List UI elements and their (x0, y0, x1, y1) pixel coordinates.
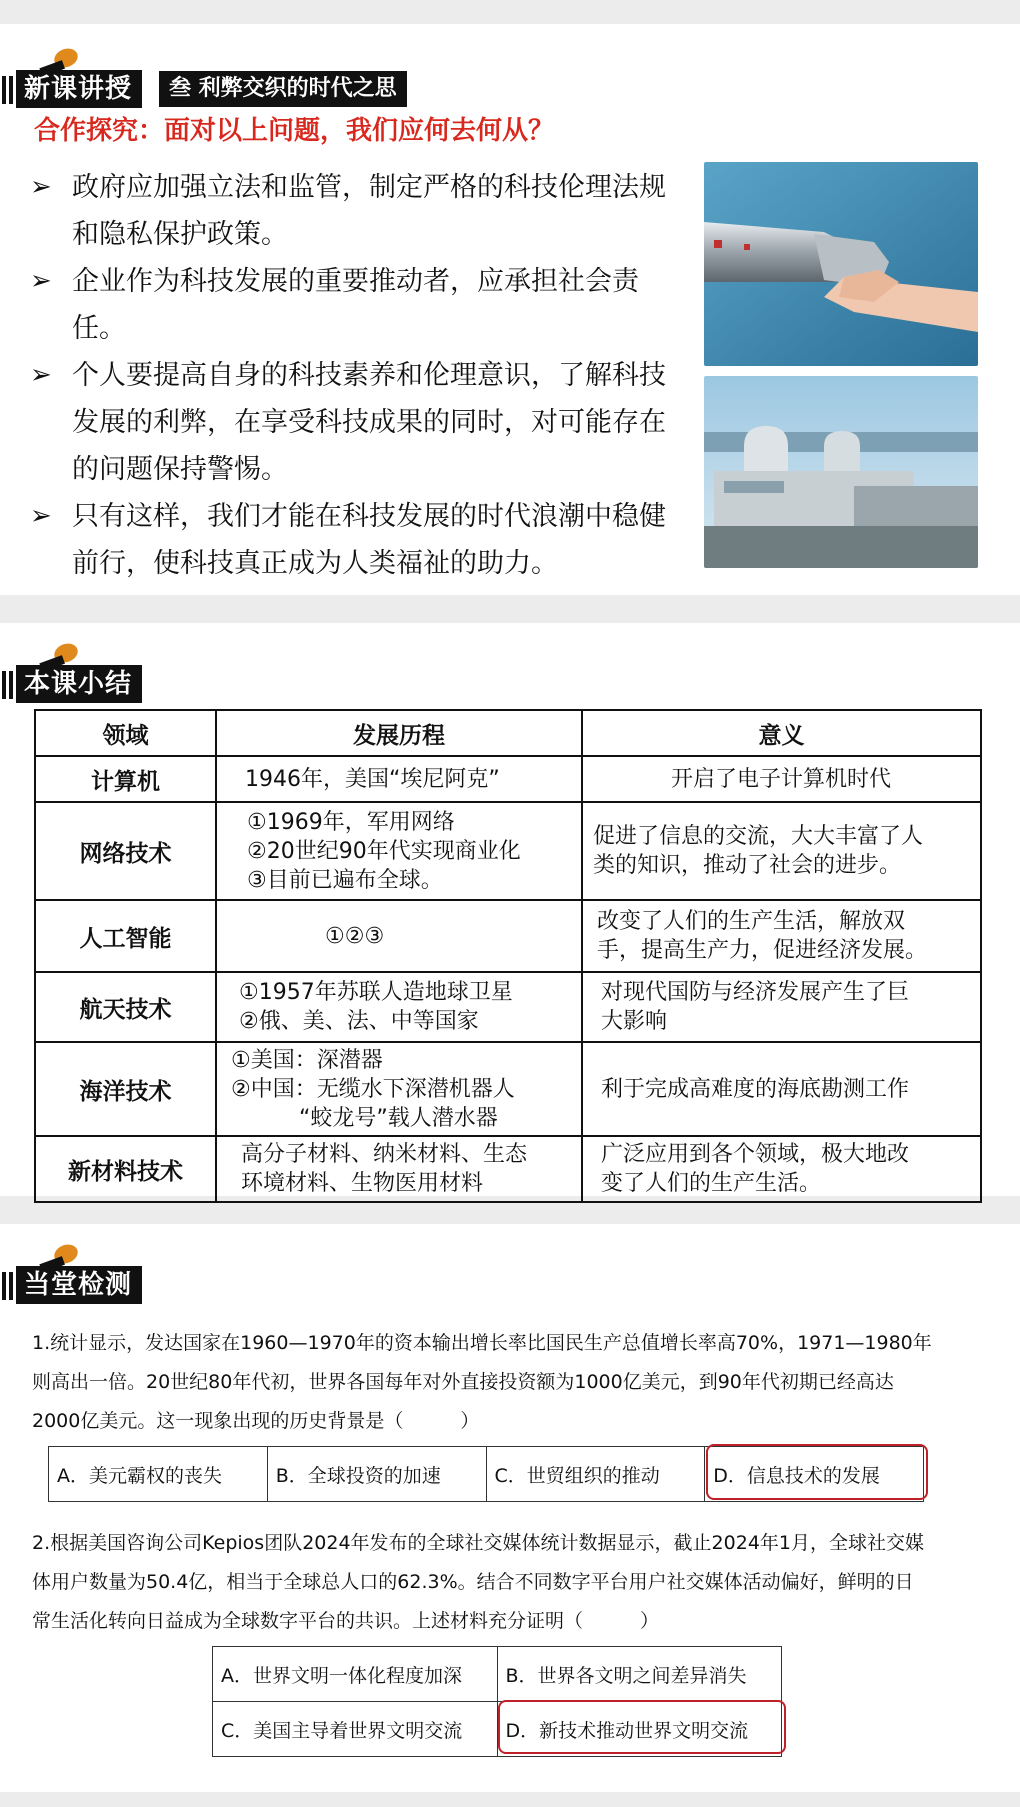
history-cell: ①1957年苏联人造地球卫星 ②俄、美、法、中等国家 (216, 972, 582, 1042)
section-title: 本课小结 (16, 665, 142, 703)
new-lesson-panel (0, 24, 1020, 595)
discussion-question: 合作探究：面对以上问题，我们应何去何从？ (34, 116, 555, 146)
table-row (35, 900, 981, 972)
section-title: 当堂检测 (16, 1266, 142, 1304)
table-header-row (35, 710, 981, 756)
lesson-summary-panel (0, 623, 1020, 1196)
table-row (35, 972, 981, 1042)
header-bars-icon (2, 1272, 16, 1300)
option-a[interactable]: A．世界文明一体化程度加深 (213, 1647, 498, 1702)
meaning-cell: 利于完成高难度的海底勘测工作 (582, 1042, 981, 1136)
table-row (35, 1042, 981, 1136)
field-cell: 新材料技术 (35, 1136, 216, 1202)
arrow-bullet-icon: ➢ (30, 501, 52, 531)
field-cell: 网络技术 (35, 802, 216, 900)
column-header: 意义 (582, 710, 981, 756)
history-cell: ①1969年，军用网络 ②20世纪90年代实现商业化 ③目前已遍布全球。 (216, 802, 582, 900)
option-d[interactable]: D．新技术推动世界文明交流 (497, 1702, 782, 1757)
table-row (35, 756, 981, 802)
arrow-bullet-icon: ➢ (30, 266, 52, 296)
in-class-test-panel (0, 1224, 1020, 1792)
answer-circle-marker (706, 1444, 928, 1500)
arrow-bullet-icon: ➢ (30, 360, 52, 390)
question-1-text: 1.统计显示，发达国家在1960—1970年的资本输出增长率比国民生产总值增长率高70%，1971—1980年 则高出一倍。20世纪80年代初，世界各国每年对外直接投资额为1000亿美元，到90年代初期已经高达 2000亿美元。这一现象出现的历史背景是（ ） (32, 1332, 932, 1432)
option-c[interactable]: C．世贸组织的推动 (486, 1447, 705, 1502)
bullet-item: ➢ 政府应加强立法和监管，制定严格的科技伦理法规和隐私保护政策。 (30, 164, 690, 258)
table-row (35, 1136, 981, 1202)
robot-handshake-photo (704, 162, 978, 366)
option-d[interactable]: D．信息技术的发展 (705, 1447, 924, 1502)
option-c[interactable]: C．美国主导着世界文明交流 (213, 1702, 498, 1757)
option-a[interactable]: A．美元霸权的丧失 (49, 1447, 268, 1502)
meaning-cell: 开启了电子计算机时代 (582, 756, 981, 802)
arrow-bullet-icon: ➢ (30, 172, 52, 202)
bullet-item: ➢ 只有这样，我们才能在科技发展的时代浪潮中稳健前行，使科技真正成为人类福祉的助力。 (30, 493, 690, 587)
history-cell: ①美国：深潜器 ②中国：无缆水下深潜机器人 “蛟龙号”载人潜水器 (216, 1042, 582, 1136)
option-b[interactable]: B．世界各文明之间差异消失 (497, 1647, 782, 1702)
field-cell: 航天技术 (35, 972, 216, 1042)
answer-circle-marker (498, 1700, 786, 1754)
summary-table (34, 709, 982, 1203)
meaning-cell: 对现代国防与经济发展产生了巨 大影响 (582, 972, 981, 1042)
bullet-item: ➢ 个人要提高自身的科技素养和伦理意识，了解科技发展的利弊，在享受科技成果的同时，对可能存在的问题保持警惕。 (30, 352, 690, 493)
header-bars-icon (2, 671, 16, 699)
section-subtitle: 叁 利弊交织的时代之思 (156, 71, 407, 107)
column-header: 发展历程 (216, 710, 582, 756)
bullet-item: ➢ 企业作为科技发展的重要推动者，应承担社会责任。 (30, 258, 690, 352)
history-cell: 1946年，美国“埃尼阿克” (216, 756, 582, 802)
section-title: 新课讲授 (16, 70, 142, 108)
nuclear-plant-photo (704, 376, 978, 568)
history-cell: ①②③ (216, 900, 582, 972)
question-2-text: 2.根据美国咨询公司Kepios团队2024年发布的全球社交媒体统计数据显示，截止2024年1月，全球社交媒 体用户数量为50.4亿，相当于全球总人口的62.3%。结合不同数字平台用户社交媒体活动偏好，鲜明的日 常生活化转向日益成为全球数字平台的共识。上述材料充分证明（ ） (32, 1532, 924, 1632)
option-b[interactable]: B．全球投资的加速 (267, 1447, 486, 1502)
history-cell: 高分子材料、纳米材料、生态 环境材料、生物医用材料 (216, 1136, 582, 1202)
column-header: 领域 (35, 710, 216, 756)
bullet-list (30, 164, 690, 587)
table-row (35, 802, 981, 900)
meaning-cell: 改变了人们的生产生活，解放双 手，提高生产力，促进经济发展。 (582, 900, 981, 972)
meaning-cell: 广泛应用到各个领域，极大地改 变了人们的生产生活。 (582, 1136, 981, 1202)
field-cell: 人工智能 (35, 900, 216, 972)
header-bars-icon (2, 76, 16, 104)
field-cell: 海洋技术 (35, 1042, 216, 1136)
meaning-cell: 促进了信息的交流，大大丰富了人 类的知识，推动了社会的进步。 (582, 802, 981, 900)
field-cell: 计算机 (35, 756, 216, 802)
